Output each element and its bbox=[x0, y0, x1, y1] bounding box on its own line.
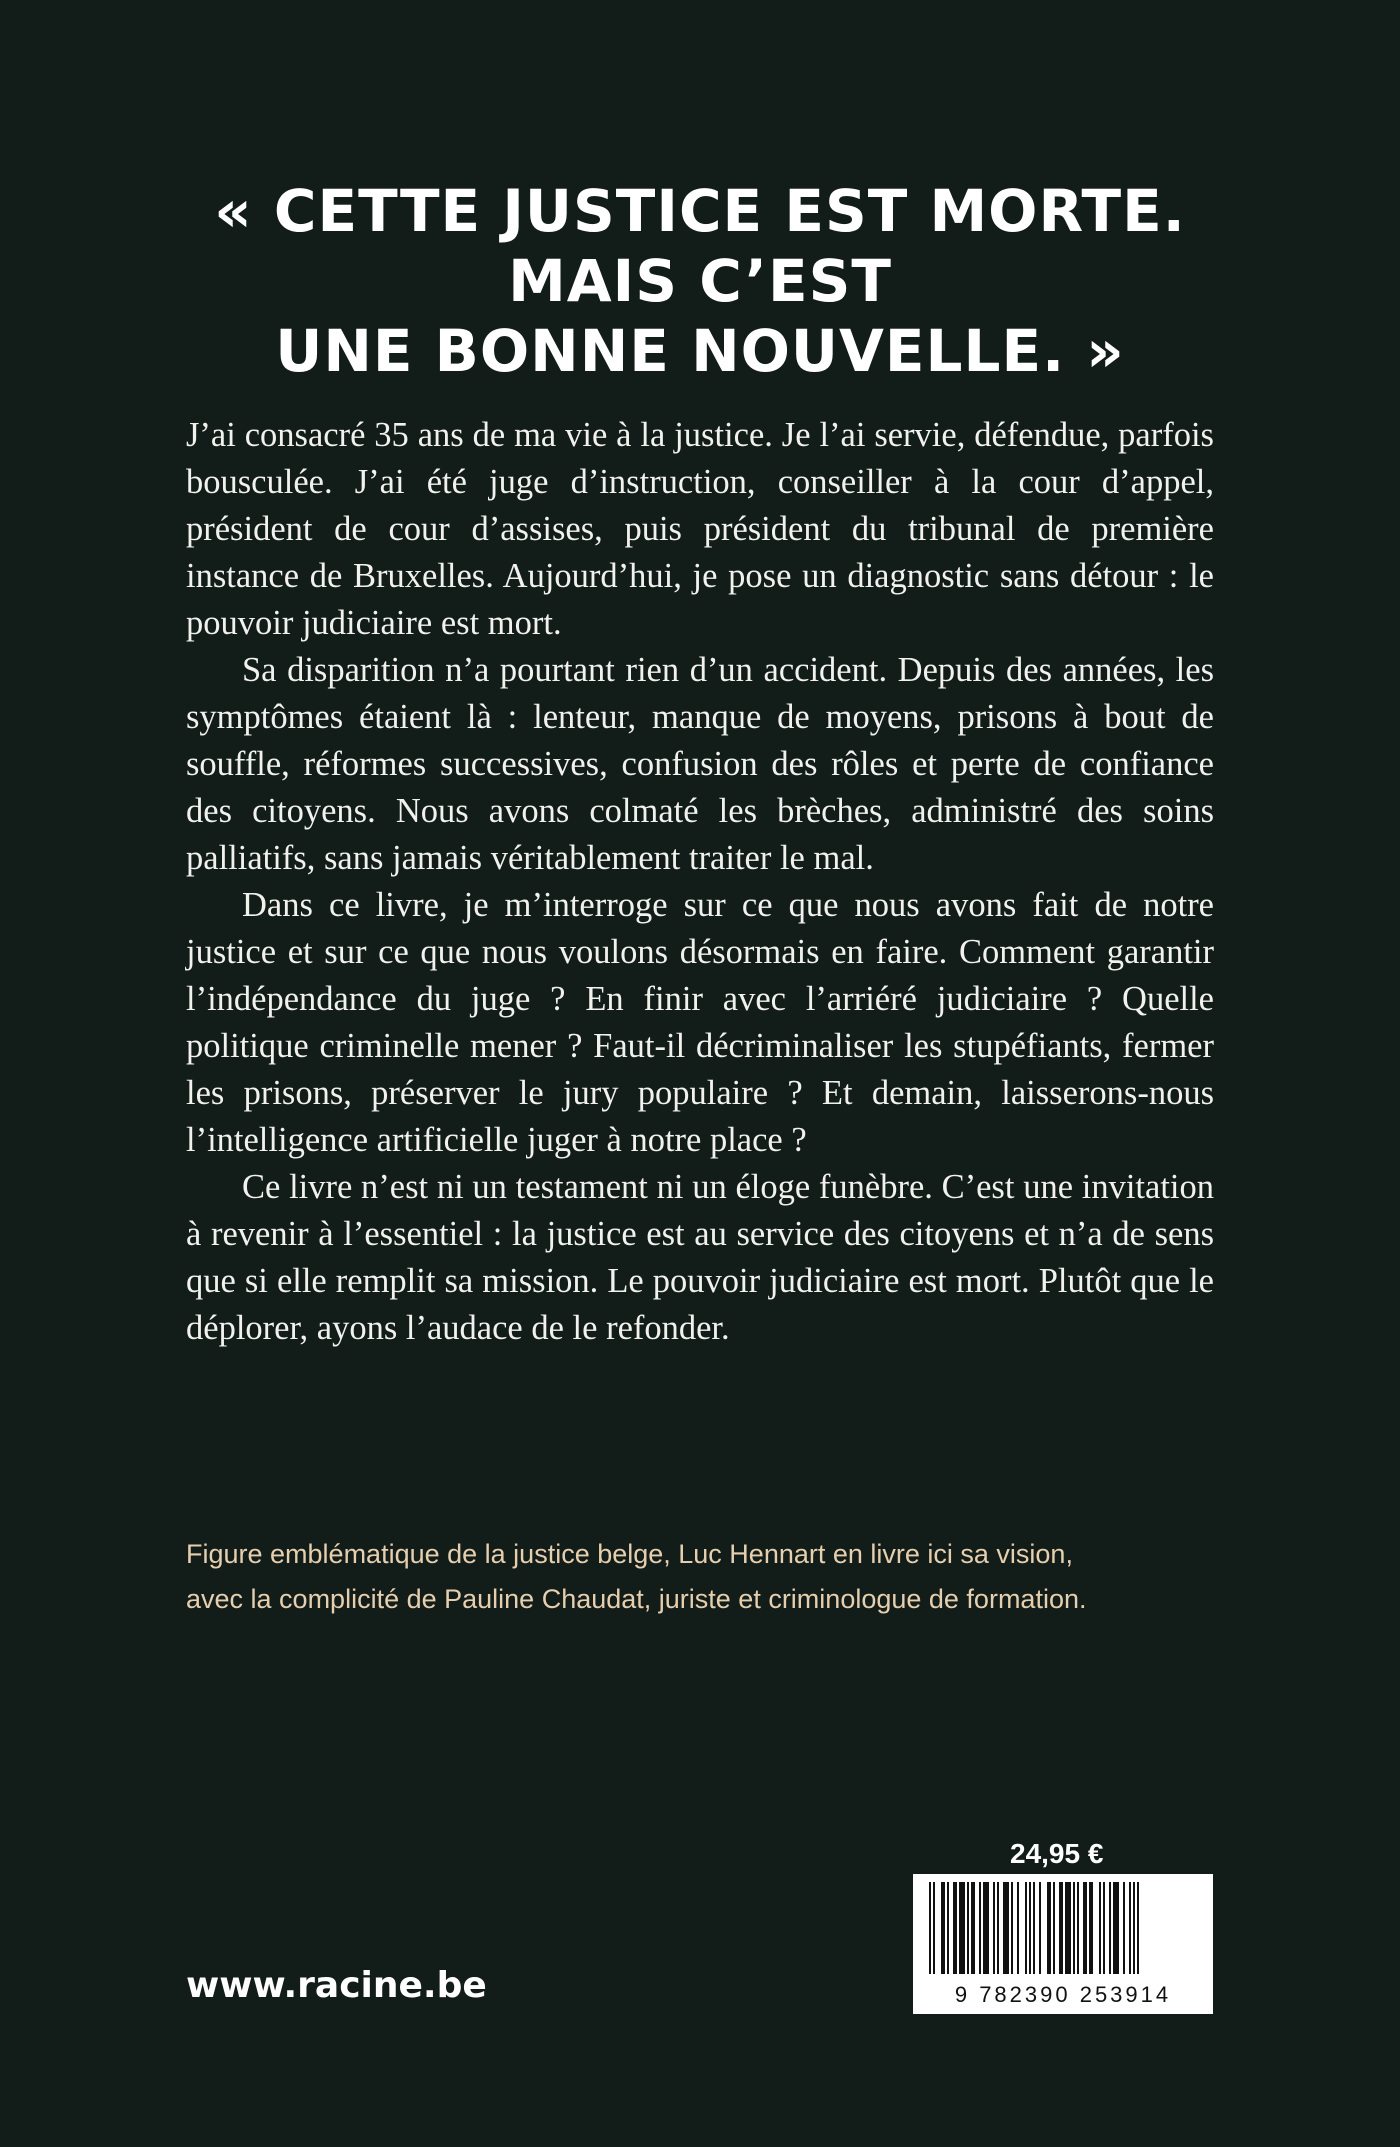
headline-line-3: UNE BONNE NOUVELLE. » bbox=[275, 317, 1125, 385]
author-bio bbox=[186, 1532, 1226, 1622]
blurb-paragraph-1: J’ai consacré 35 ans de ma vie à la justice. Je l’ai servie, défendue, parfois bousculée. J’ai été juge d’instruction, conseiller à la cour d’appel, président de cour d’assises, puis président du tribunal de première instance de Bruxelles. Aujourd’hui, je pose un diagnostic sans détour : le pouvoir judiciaire est mort. bbox=[186, 416, 1214, 642]
headline-line-2: MAIS C’EST bbox=[508, 247, 892, 315]
isbn-barcode bbox=[913, 1874, 1213, 2014]
blurb-paragraph-2: Sa disparition n’a pourtant rien d’un accident. Depuis des années, les symptômes étaient là : lenteur, manque de moyens, prisons à bout de souffle, réformes successives, confusion des rôles et perte de confiance des citoyens. Nous avons colmaté les brèches, administré des soins palliatifs, sans jamais véritablement traiter le mal. bbox=[186, 651, 1214, 877]
blurb-text bbox=[186, 412, 1214, 1352]
barcode-bars-icon bbox=[927, 1882, 1199, 1974]
publisher-website: www.racine.be bbox=[186, 1965, 487, 2006]
price-label: 24,95 € bbox=[1010, 1838, 1104, 1869]
isbn-number: 9 782390 253914 bbox=[954, 1982, 1172, 2007]
headline-quote bbox=[150, 176, 1250, 386]
headline-line-1: « CETTE JUSTICE EST MORTE. bbox=[214, 177, 1186, 245]
author-bio-line-2: avec la complicité de Pauline Chaudat, juriste et criminologue de formation. bbox=[186, 1584, 1087, 1614]
blurb-paragraph-3: Dans ce livre, je m’interroge sur ce que nous avons fait de notre justice et sur ce que nous voulons désormais en faire. Comment garantir l’indépendance du juge ? En finir avec l’arriéré judiciaire ? Quelle politique criminelle mener ? Faut-il décriminaliser les stupéfiants, fermer les prisons, préserver le jury populaire ? Et demain, laisserons-nous l’intelligence artificielle juger à notre place ? bbox=[186, 886, 1214, 1159]
blurb-paragraph-4: Ce livre n’est ni un testament ni un éloge funèbre. C’est une invitation à revenir à l’essentiel : la justice est au service des citoyens et n’a de sens que si elle remplit sa mission. Le pouvoir judiciaire est mort. Plutôt que le déplorer, ayons l’audace de le refonder. bbox=[186, 1168, 1214, 1347]
author-bio-line-1: Figure emblématique de la justice belge, Luc Hennart en livre ici sa vision, bbox=[186, 1539, 1073, 1569]
